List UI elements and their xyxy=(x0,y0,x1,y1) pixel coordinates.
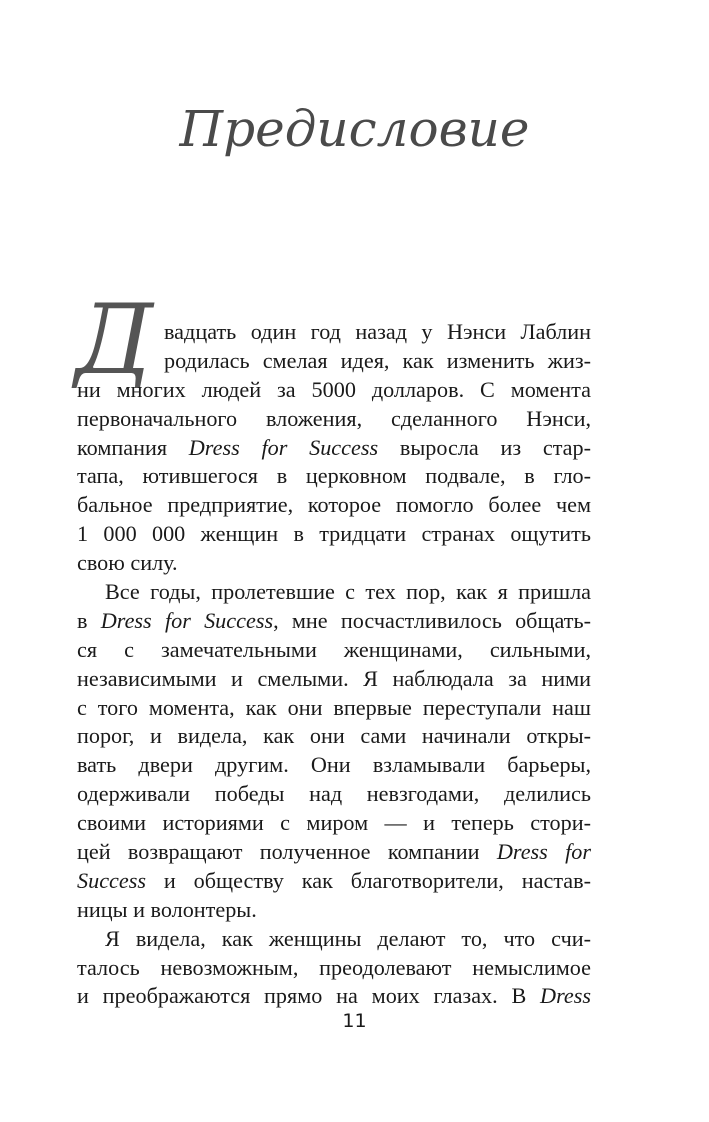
text-line: с того момента, как они впервые переступали наш xyxy=(77,694,591,720)
text-line: бальное предприятие, которое помогло более чем xyxy=(77,492,591,518)
text-line: свою силу. xyxy=(77,550,178,576)
text-line: цей возвращают полученное компании Dress for xyxy=(77,839,592,865)
company-name: Dress for Success xyxy=(100,607,274,633)
text-line: первоначального вложения, сделанного Нэнси, xyxy=(77,405,591,431)
body-text xyxy=(77,318,591,1011)
text-line: одерживали победы над невзгодами, делились xyxy=(77,781,591,807)
text-line: и преображаются прямо на моих глазах. В Dress xyxy=(77,983,591,1009)
company-name: Dress for Success xyxy=(188,434,379,460)
text-line: компания Dress for Success выросла из стар- xyxy=(77,434,591,460)
text-line: Все годы, пролетевшие с тех пор, как я пришла xyxy=(105,579,591,605)
text-line: вадцать один год назад у Нэнси Лаблин xyxy=(164,319,591,344)
page-number: 11 xyxy=(342,1010,367,1032)
text-line: ницы и волонтеры. xyxy=(77,896,257,922)
chapter-title: Предисловие xyxy=(179,100,530,158)
text-line: своими историями с миром — и теперь стори- xyxy=(77,810,591,836)
text-line: тапа, ютившегося в церковном подвале, в гло- xyxy=(77,463,591,489)
text-line: Success и обществу как благотворители, настав- xyxy=(77,867,591,893)
drop-cap: Д xyxy=(75,284,154,396)
text-line: талось невозможным, преодолевают немыслимое xyxy=(77,954,591,980)
text-line: ся с замечательными женщинами, сильными, xyxy=(77,636,591,662)
company-name: Dress for xyxy=(496,839,592,865)
text-line: независимыми и смелыми. Я наблюдала за ними xyxy=(77,665,591,691)
text-line: в Dress for Success, мне посчастливилось общать- xyxy=(77,607,592,633)
company-name: Success xyxy=(77,867,147,893)
text-line: вать двери другим. Они взламывали барьеры, xyxy=(77,752,591,778)
text-line: Я видела, как женщины делают то, что счи- xyxy=(105,925,591,951)
text-line: ни многих людей за 5000 долларов. С момента xyxy=(77,376,591,402)
text-line: родилась смелая идея, как изменить жиз- xyxy=(164,347,591,373)
text-line: порог, и видела, как они сами начинали откры- xyxy=(77,723,591,749)
text-line: 1 000 000 женщин в тридцати странах ощутить xyxy=(77,521,591,547)
company-name: Dress xyxy=(540,983,591,1009)
